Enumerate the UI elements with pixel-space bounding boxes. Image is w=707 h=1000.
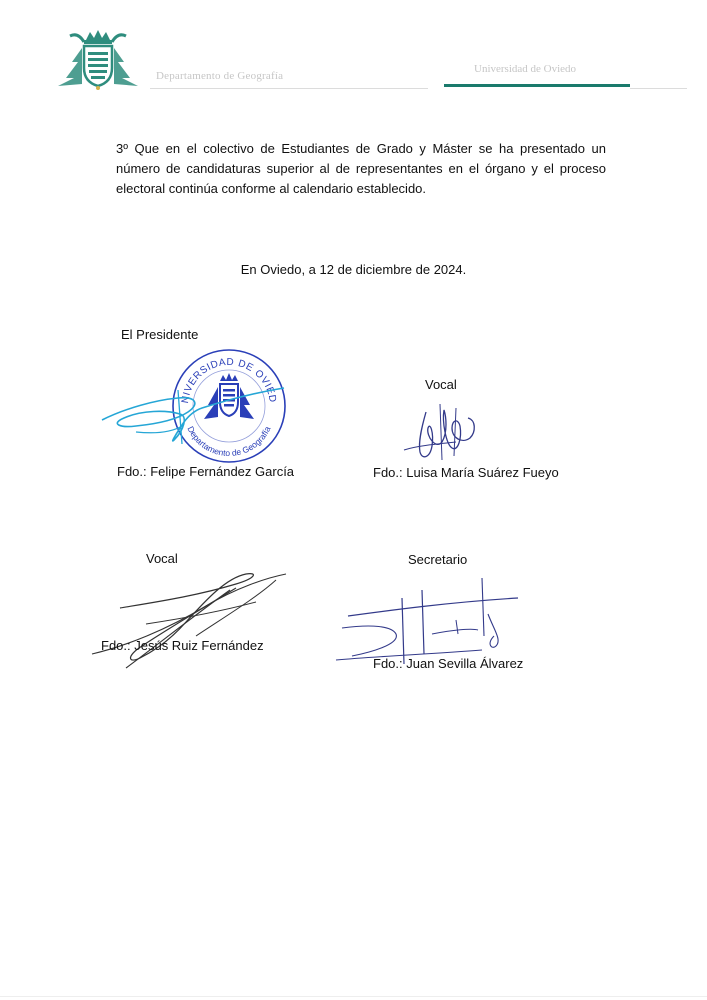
president-title: El Presidente — [121, 327, 199, 342]
university-name: Universidad de Oviedo — [474, 63, 577, 75]
secretary-signature — [332, 574, 522, 668]
secretary-title: Secretario — [408, 552, 468, 567]
header-accent-rule — [444, 84, 630, 87]
seal-bottom-text: Departamento de Geografía — [185, 424, 273, 459]
body-paragraph: 3º Que en el colectivo de Estudiantes de Grado y Máster se ha presentado un número de candidaturas superior al de representantes en el órgano y el proceso electoral continúa conforme al calendario establecido. — [116, 141, 606, 196]
secretary-name: Fdo.: Juan Sevilla Álvarez — [373, 656, 524, 671]
vocal-2-signature — [86, 566, 292, 672]
vocal-2-name: Fdo.: Jesús Ruiz Fernández — [101, 638, 264, 653]
seal-top-text: UNIVERSIDAD DE OVIEDO — [165, 339, 278, 405]
place-and-date: En Oviedo, a 12 de diciembre de 2024. — [240, 262, 467, 277]
vocal-1-name: Fdo.: Luisa María Suárez Fueyo — [373, 465, 559, 480]
president-signature — [96, 360, 286, 450]
vocal-1-title: Vocal — [425, 377, 457, 392]
header-divider-right — [630, 88, 687, 89]
university-crest-logo — [52, 28, 144, 90]
page-bottom-edge — [0, 996, 707, 997]
header-divider — [150, 88, 428, 89]
vocal-1-signature — [396, 402, 486, 466]
president-name: Fdo.: Felipe Fernández García — [117, 464, 295, 479]
department-name: Departamento de Geografía — [156, 70, 284, 82]
vocal-2-title: Vocal — [146, 551, 178, 566]
